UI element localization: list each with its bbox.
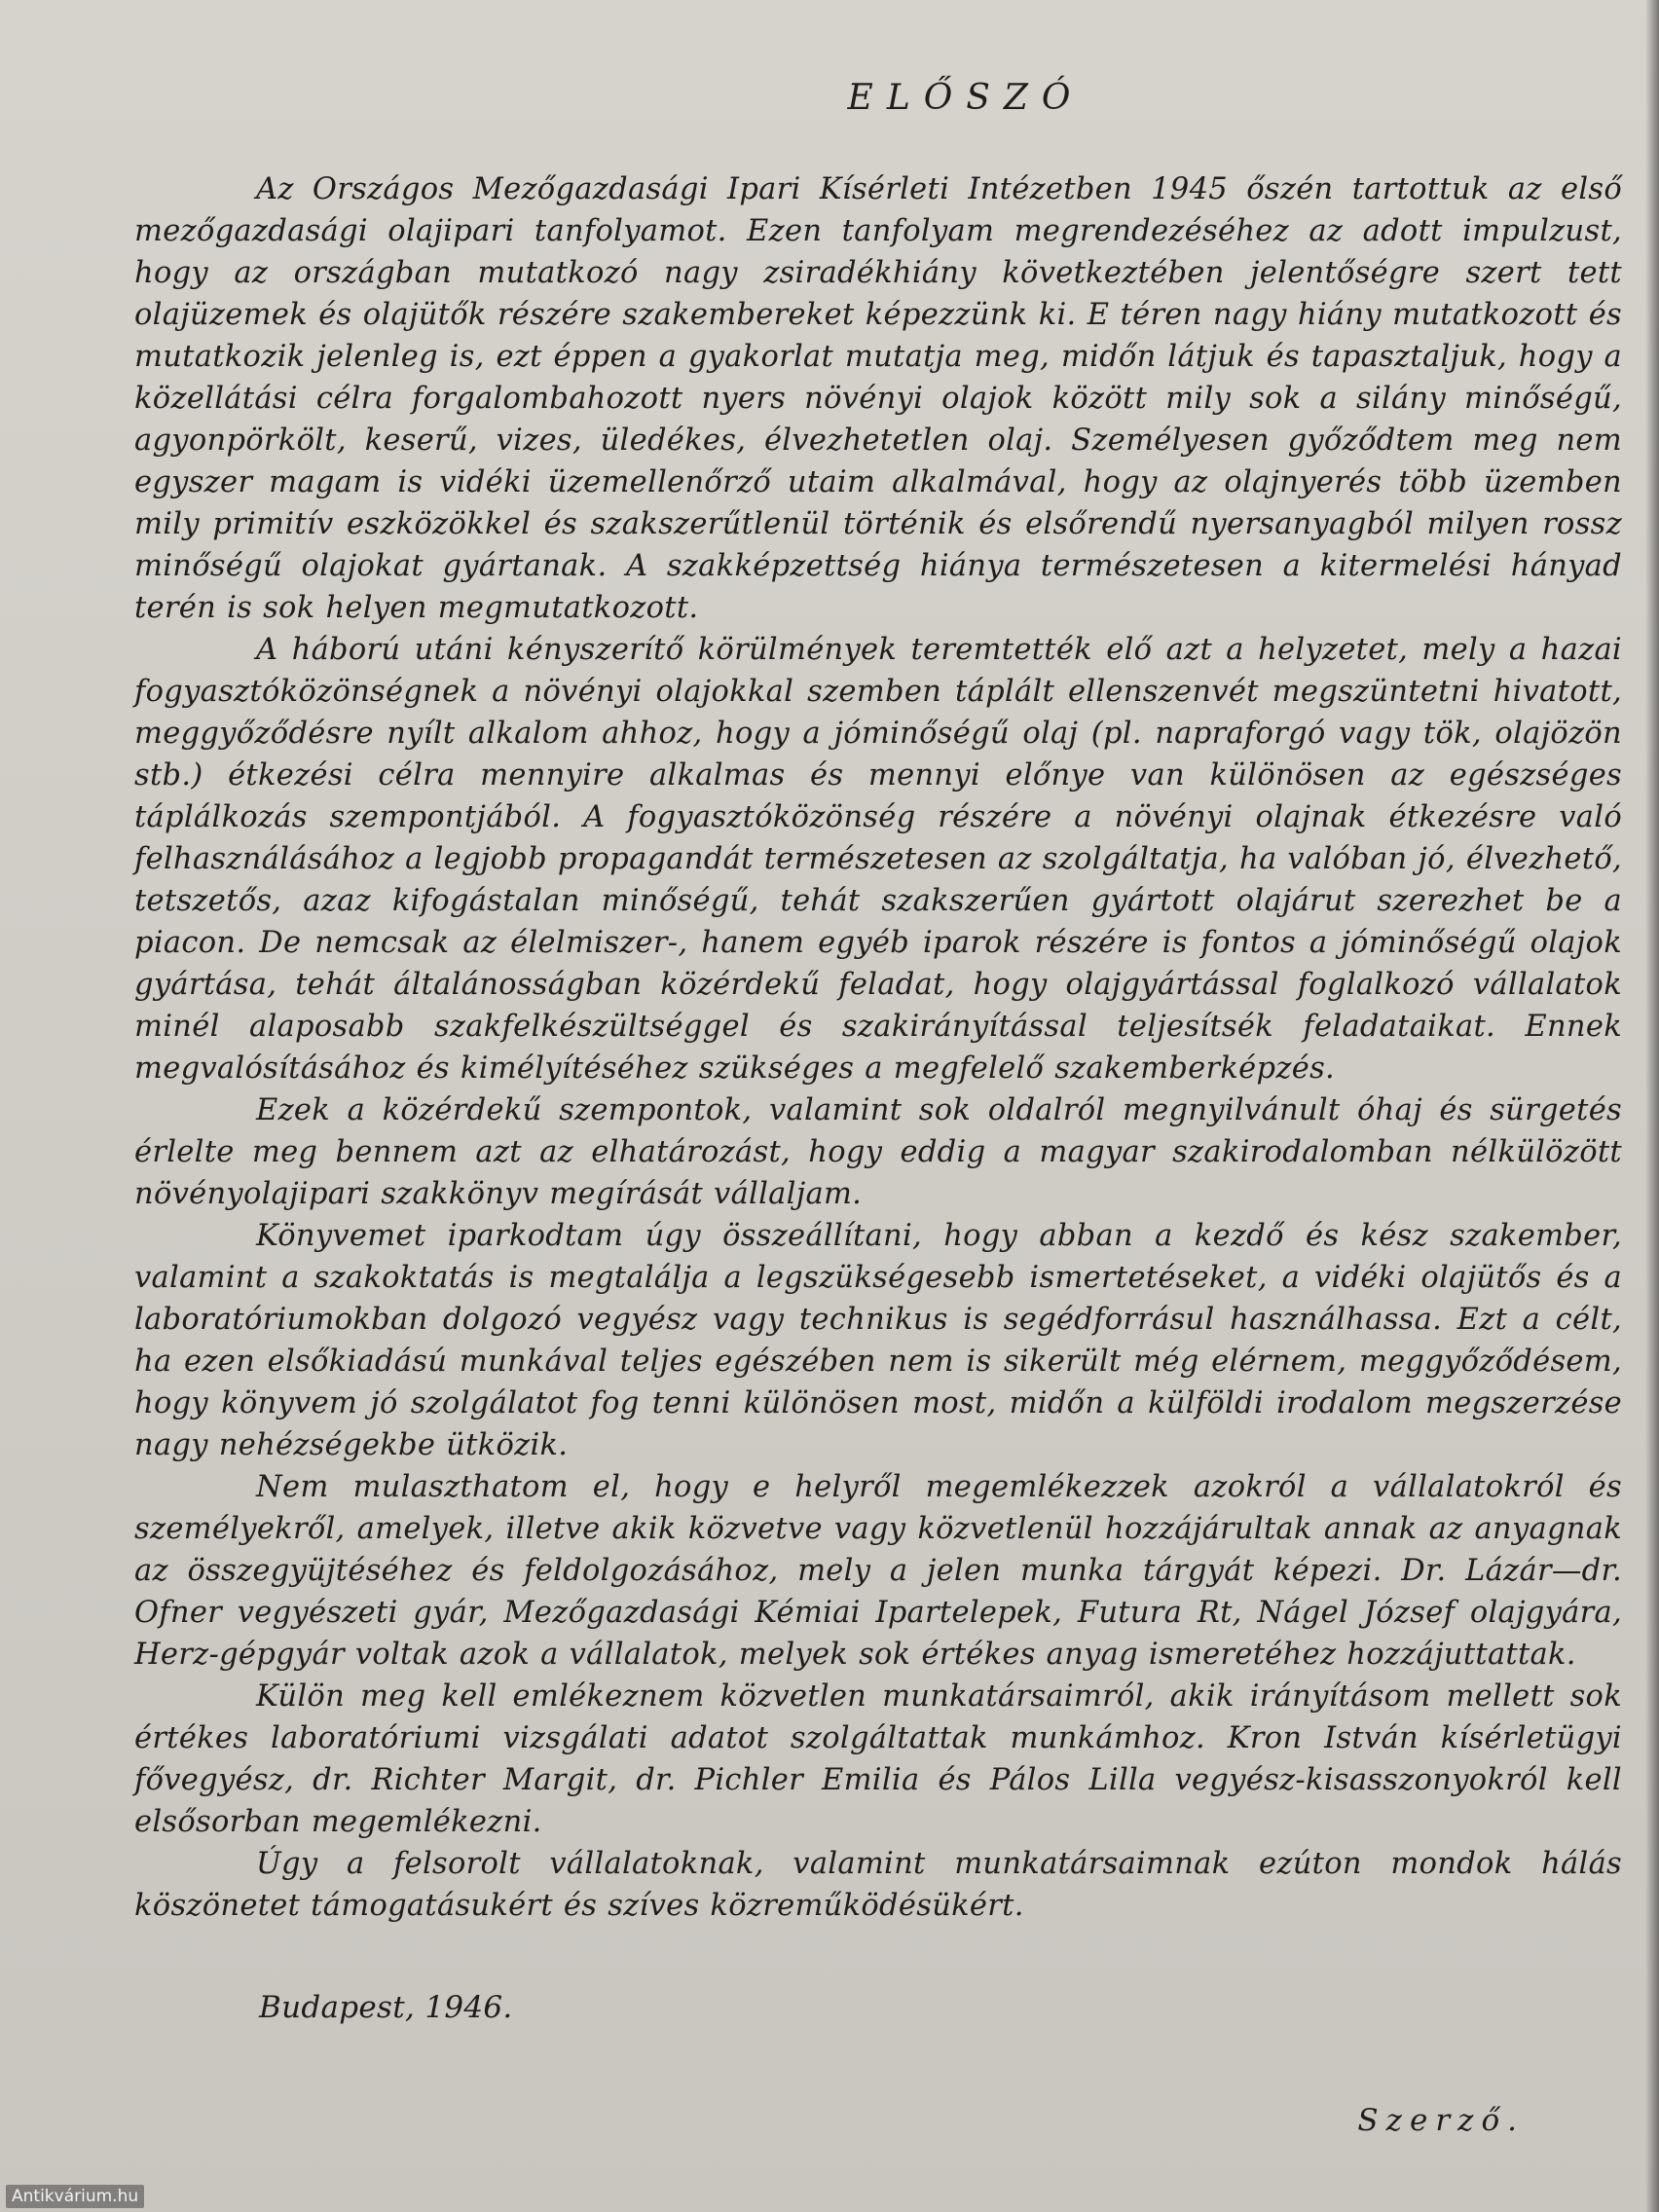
watermark: Antikvárium.hu xyxy=(6,2185,144,2208)
paragraph-2: A háború utáni kényszerítő körülmények teremtették elő azt a helyzetet, mely a hazai fogyasztóközönségnek a növényi olajokkal szemben táplált ellenszenvét megszüntetni hivatott, meggyőződésre nyílt alkalom ahhoz, hogy a jóminőségű olaj (pl. napraforgó vagy tök, olajözön stb.) étkezési célra mennyire alkalmas és mennyi előnye van különösen az egészséges táplálkozás szempontjából. A fogyasztóközönség részére a növényi olajnak étkezésre való felhasználásához a legjobb propagandát természetesen az szolgáltatja, ha valóban jó, élvezhető, tetszetős, azaz kifogástalan minőségű, tehát szakszerűen gyártott olajárut szerezhet be a piacon. De nemcsak az élelmiszer-, hanem egyéb iparok részére is fontos a jóminőségű olajok gyártása, tehát általánosságban közérdekű feladat, hogy olajgyártással foglalkozó vállalatok minél alaposabb szakfelkészültséggel és szakirányítással teljesítsék feladataikat. Ennek megvalósításához és kimélyítéséhez szükséges a megfelelő szakemberképzés. xyxy=(134,633,1622,1086)
page-title: ELŐSZÓ xyxy=(847,78,1085,118)
paragraph-4: Könyvemet iparkodtam úgy összeállítani, hogy abban a kezdő és kész szakember, valamint a szakoktatás is megtalálja a legszükségesebb ismertetéseket, a vidéki olajütős és a laboratóriumokban dolgozó vegyész vagy technikus is segédforrásul használhassa. Ezt a célt, ha ezen elsőkiadású munkával teljes egészében nem is sikerült még elérnem, meggyőződésem, hogy könyvem jó szolgálatot fog tenni különösen most, midőn a külföldi irodalom megszerzése nagy nehézségekbe ütközik. xyxy=(134,1219,1622,1462)
preface-text-block xyxy=(134,58,1622,2025)
date-line: Budapest, 1946. xyxy=(259,1990,513,2025)
paragraph-1: Az Országos Mezőgazdasági Ipari Kísérleti Intézetben 1945 őszén tartottuk az első mezőgazdasági olajipari tanfolyamot. Ezen tanfolyam megrendezéséhez az adott impulzust, hogy az országban mutatkozó nagy zsiradékhiány következtében jelentőségre szert tett olajüzemek és olajütők részére szakembereket képezzünk ki. E téren nagy hiány mutatkozott és mutatkozik jelenleg is, ezt éppen a gyakorlat mutatja meg, midőn látjuk és tapasztaljuk, hogy a közellátási célra forgalombahozott nyers növényi olajok között mily sok a silány minőségű, agyonpörkölt, keserű, vizes, üledékes, élvezhetetlen olaj. Személyesen győződtem meg nem egyszer magam is vidéki üzemellenőrző utaim alkalmával, hogy az olajnyerés több üzemben mily primitív eszközökkel és szakszerűtlenül történik és elsőrendű nyersanyagból milyen rossz minőségű olajokat gyártanak. A szakképzettség hiánya természetesen a kitermelési hányad terén is sok helyen megmutatkozott. xyxy=(134,172,1622,625)
paragraph-7: Úgy a felsorolt vállalatoknak, valamint munkatársaimnak ezúton mondok hálás köszönetet támogatásukért és szíves közreműködésükért. xyxy=(134,1847,1622,1923)
paragraph-5: Nem mulaszthatom el, hogy e helyről megemlékezzek azokról a vállalatokról és személyekről, amelyek, illetve akik közvetve vagy közvetlenül hozzájárultak annak az anyagnak az összegyüjtéséhez és feldolgozásához, mely a jelen munka tárgyát képezi. Dr. Lázár—dr. Ofner vegyészeti gyár, Mezőgazdasági Kémiai Ipartelepek, Futura Rt, Nágel József olajgyára, Herz-gépgyár voltak azok a vállalatok, melyek sok értékes anyag ismeretéhez hozzájuttattak. xyxy=(134,1470,1622,1672)
paragraph-3: Ezek a közérdekű szempontok, valamint sok oldalról megnyilvánult óhaj és sürgetés érlelte meg bennem azt az elhatározást, hogy eddig a magyar szakirodalomban nélkülözött növényolajipari szakkönyv megírását vállaljam. xyxy=(134,1093,1622,1211)
author-signature: Szerző. xyxy=(1357,2103,1525,2138)
paragraph-6: Külön meg kell emlékeznem közvetlen munkatársaimról, akik irányításom mellett sok értékes laboratóriumi vizsgálati adatot szolgáltattak munkámhoz. Kron István kísérletügyi fővegyész, dr. Richter Margit, dr. Pichler Emilia és Pálos Lilla vegyész-kisasszonyokról kell elsősorban megemlékezni. xyxy=(134,1679,1622,1839)
